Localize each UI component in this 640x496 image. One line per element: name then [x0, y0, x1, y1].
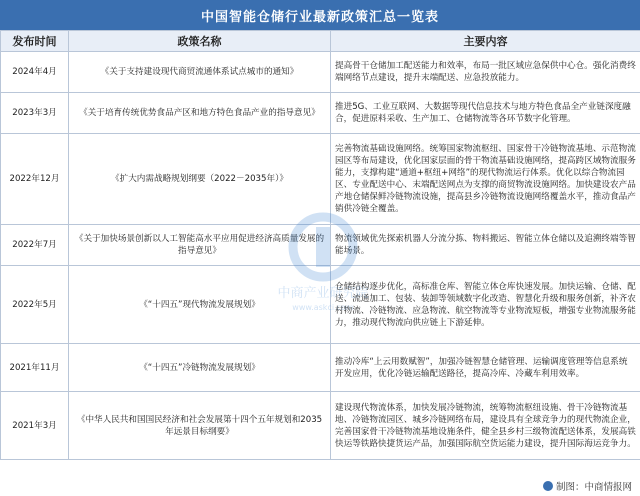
row-policy-name: 《关于支持建设现代商贸流通体系试点城市的通知》: [69, 52, 331, 93]
row-content: 推进5G、工业互联网、大数据等现代信息技术与地方特色食品全产业链深度融合，促进原料采收、生产加工、仓储物流等各环节数字化管理。: [331, 93, 640, 134]
row-content: 物流领域优先探索机器人分流分拣、物料搬运、智能立体仓储以及追溯终端等智能场景。: [331, 225, 640, 266]
brand-logo-icon: [543, 481, 553, 491]
header-date: 发布时间: [1, 31, 69, 52]
header-row: [1, 31, 640, 52]
row-date: 2024年4月: [1, 52, 69, 93]
table-row: [1, 392, 640, 460]
header-name: 政策名称: [69, 31, 331, 52]
table-title: 中国智能仓储行业最新政策汇总一览表: [0, 0, 640, 30]
table-row: [1, 93, 640, 134]
row-date: 2021年3月: [1, 392, 69, 460]
table-row: [1, 266, 640, 344]
table-row: [1, 344, 640, 392]
row-content: 提高骨干仓储加工配送能力和效率，布局一批区域应急保供中心仓。强化消费终端网络节点建设，提升末端配送、应急投放能力。: [331, 52, 640, 93]
row-content: 仓储结构逐步优化，高标准仓库、智能立体仓库快速发展。加快运输、仓储、配送、流通加工、包装、装卸等领域数字化改造、智慧化升级和服务创新，补齐农村物流、冷链物流、应急物流、航空物流等专业物流短板，增强专业物流服务能力，推动现代物流向供应链上下游延伸。: [331, 266, 640, 344]
row-policy-name: 《“十四五”冷链物流发展规划》: [69, 344, 331, 392]
row-content: 建设现代物流体系，加快发展冷链物流，统筹物流枢纽设施、骨干冷链物流基地、冷链物流园区、城乡冷链网络布局，建设具有全球竞争力的现代物流企业，完善国家骨干冷链物流基地设施条件，健全县乡村三级物流配送体系，发展高铁快运等铁路快捷货运产品，加强国际航空货运能力建设，提升国际海运竞争力。: [331, 392, 640, 460]
policy-table: [0, 30, 640, 460]
source-credit: [543, 479, 632, 493]
watermark-brand: 中商产业研究院: [277, 286, 369, 301]
row-date: 2022年12月: [1, 134, 69, 225]
row-policy-name: 《中华人民共和国国民经济和社会发展第十四个五年规划和2035年远景目标纲要》: [69, 392, 331, 460]
source-text: 制图：中商情报网: [555, 482, 632, 493]
table-row: [1, 134, 640, 225]
header-content: 主要内容: [331, 31, 640, 52]
row-date: 2022年5月: [1, 266, 69, 344]
table-row: [1, 225, 640, 266]
watermark-url: www.askci.com: [292, 303, 354, 312]
row-date: 2021年11月: [1, 344, 69, 392]
row-content: 推动冷库“上云用数赋智”，加强冷链智慧仓储管理、运输调度管理等信息系统开发应用，优化冷链运输配送路径，提高冷库、冷藏车利用效率。: [331, 344, 640, 392]
table-row: [1, 52, 640, 93]
row-policy-name: 《“十四五”现代物流发展规划》: [69, 266, 331, 344]
row-date: 2022年7月: [1, 225, 69, 266]
row-policy-name: 《扩大内需战略规划纲要（2022－2035年）》: [69, 134, 331, 225]
row-content: 完善物流基础设施网络。统筹国家物流枢纽、国家骨干冷链物流基地、示范物流园区等布局建设，优化国家层面的骨干物流基础设施网络，提高跨区域物流服务能力，支撑构建“通道+枢纽+网络”的现代物流运行体系。优化以综合物流园区、专业配送中心、末端配送网点为支撑的商贸物流设施网络。加快建设农产品产地仓储保鲜冷链物流设施，提高县乡冷链物流设施网络覆盖水平，推动食品产销供冷链全覆盖。: [331, 134, 640, 225]
row-policy-name: 《关于培育传统优势食品产区和地方特色食品产业的指导意见》: [69, 93, 331, 134]
row-date: 2023年3月: [1, 93, 69, 134]
row-policy-name: 《关于加快场景创新以人工智能高水平应用促进经济高质量发展的指导意见》: [69, 225, 331, 266]
